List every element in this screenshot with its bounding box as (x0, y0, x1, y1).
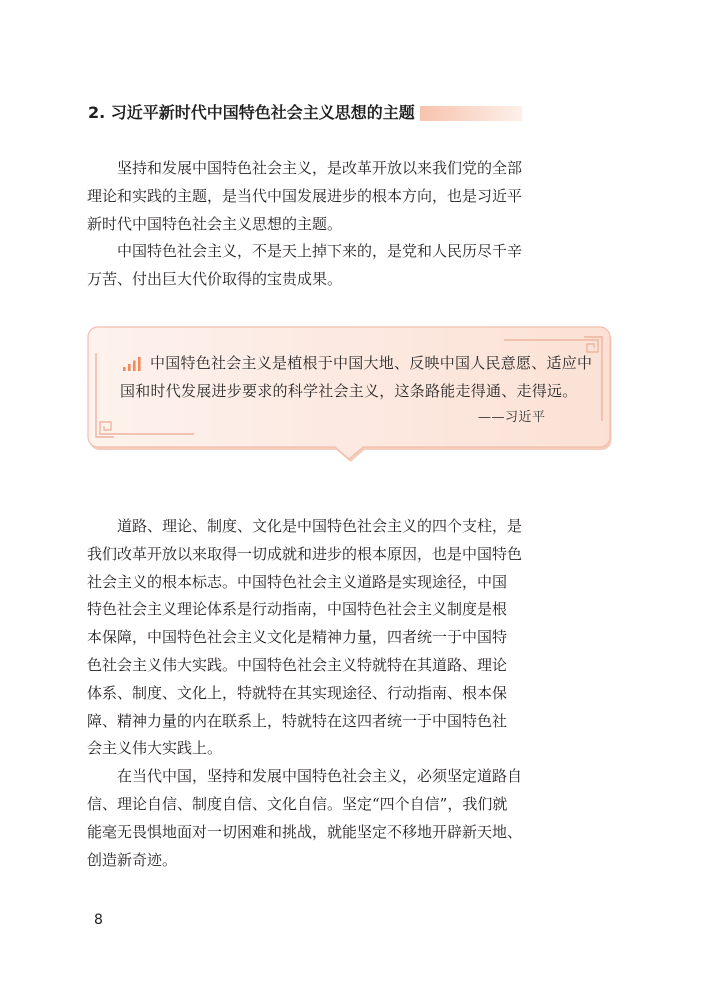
text-line: 能毫无畏惧地面对一切困难和挑战，就能坚定不移地开辟新天地、 (87, 822, 523, 841)
section-heading: 2. 习近平新时代中国特色社会主义思想的主题 (88, 103, 415, 122)
text-line: 创造新奇迹。 (87, 850, 178, 869)
quote-attribution: ——习近平 (478, 410, 546, 425)
text-line: 本保障，中国特色社会主义文化是精神力量，四者统一于中国特 (87, 628, 508, 647)
quote-line: 国和时代发展进步要求的科学社会主义，这条路能走得通、走得远。 (120, 382, 578, 400)
text-line: 坚持和发展中国特色社会主义，是改革开放以来我们党的全部 (117, 159, 523, 177)
text-line: 理论和实践的主题，是当代中国发展进步的根本方向，也是习近平 (87, 186, 523, 205)
text-line: 中国特色社会主义，不是天上掉下来的，是党和人民历尽千辛 (117, 242, 523, 261)
icon-bar (128, 364, 131, 371)
text-line: 信、理论自信、制度自信、文化自信。坚定“四个自信”，我们就 (87, 794, 508, 813)
text-line: 特色社会主义理论体系是行动指南，中国特色社会主义制度是根 (87, 600, 508, 619)
quote-line: 中国特色社会主义是植根于中国大地、反映中国人民意愿、适应中 (150, 354, 593, 372)
text-line: 万苦、付出巨大代价取得的宝贵成果。 (87, 270, 343, 289)
text-line: 体系、制度、文化上，特就特在其实现途径、行动指南、根本保 (87, 683, 508, 702)
text-line: 在当代中国，坚持和发展中国特色社会主义，必须坚定道路自 (117, 767, 523, 786)
text-line: 障、精神力量的内在联系上，特就特在这四者统一于中国特色社 (87, 711, 508, 730)
text-line: 道路、理论、制度、文化是中国特色社会主义的四个支柱，是 (117, 517, 523, 535)
paragraph (87, 763, 547, 874)
text-line: 社会主义的根本标志。中国特色社会主义道路是实现途径，中国 (87, 572, 508, 591)
intro-text (87, 155, 547, 294)
quote-callout (86, 325, 616, 465)
text-line: 我们改革开放以来取得一切成就和进步的根本原因，也是中国特色 (87, 544, 523, 563)
page-number: 8 (94, 912, 103, 928)
body-text (87, 513, 547, 874)
paragraph (87, 513, 547, 763)
text-line: 色社会主义伟大实践。中国特色社会主义特就特在其道路、理论 (87, 655, 508, 674)
icon-bar (123, 367, 126, 371)
bar-chart-icon (123, 357, 141, 371)
heading-accent-bar (420, 106, 522, 121)
paragraph (87, 155, 547, 238)
icon-bar (133, 361, 136, 372)
icon-bar (138, 357, 141, 371)
paragraph (87, 238, 547, 294)
text-line: 新时代中国特色社会主义思想的主题。 (87, 214, 343, 233)
text-line: 会主义伟大实践上。 (87, 739, 223, 758)
